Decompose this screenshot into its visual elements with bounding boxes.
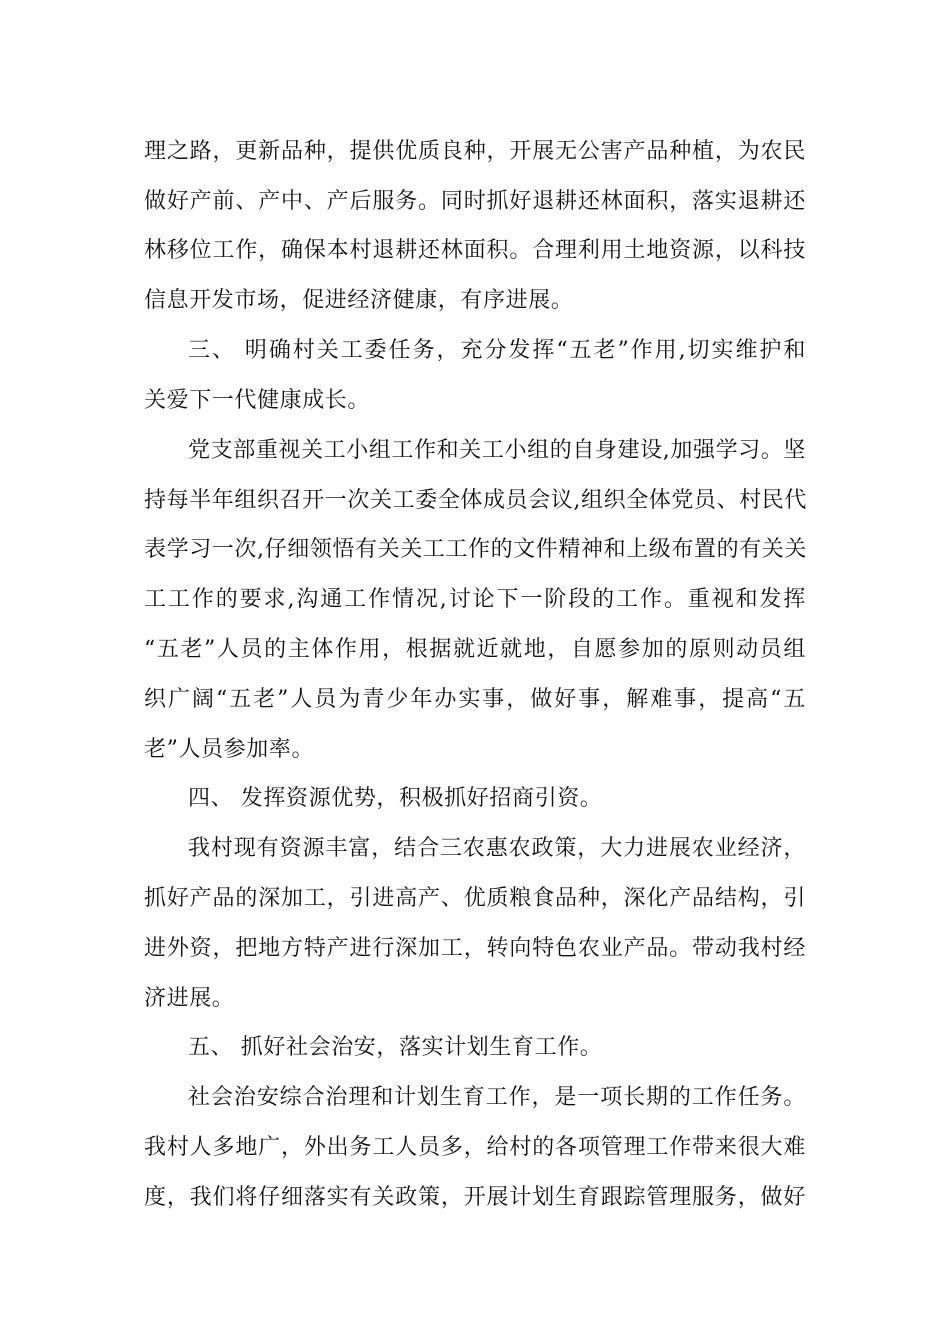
section-heading: 四、 发挥资源优势，积极抓好招商引资。 xyxy=(188,786,603,811)
text-line: 表学习一次,仔细领悟有关关工工作的文件精神和上级布置的有关关 xyxy=(144,537,807,562)
text-line: 进外资，把地方特产进行深加工，转向特色农业产品。带动我村经 xyxy=(144,936,806,961)
section-heading: 三、 明确村关工委任务，充分发挥“五老”作用,切实维护和 xyxy=(188,338,806,363)
text-line: 关爱下一代健康成长。 xyxy=(144,388,371,413)
text-line: 老”人员参加率。 xyxy=(144,737,315,762)
text-line: 度，我们将仔细落实有关政策，开展计划生育跟踪管理服务，做好 xyxy=(144,1185,806,1210)
text-line: 做好产前、产中、产后服务。同时抓好退耕还林面积，落实退耕还 xyxy=(144,189,806,214)
text-line: 社会治安综合治理和计划生育工作，是一项长期的工作任务。 xyxy=(188,1085,806,1110)
text-line: 林移位工作，确保本村退耕还林面积。合理利用土地资源，以科技 xyxy=(144,238,806,263)
text-line: 织广阔“五老”人员为青少年办实事，做好事，解难事，提高“五 xyxy=(144,687,806,712)
text-line: 持每半年组织召开一次关工委全体成员会议,组织全体党员、村民代 xyxy=(144,488,807,513)
text-line: 党支部重视关工小组工作和关工小组的自身建设,加强学习。坚 xyxy=(188,438,806,463)
text-line: 我村人多地广，外出务工人员多，给村的各项管理工作带来很大难 xyxy=(144,1135,806,1160)
text-line: “五老”人员的主体作用，根据就近就地，自愿参加的原则动员组 xyxy=(144,637,806,662)
text-line: 工工作的要求,沟通工作情况,讨论下一阶段的工作。重视和发挥 xyxy=(144,587,806,612)
text-line: 理之路，更新品种，提供优质良种，开展无公害产品种植，为农民 xyxy=(144,139,806,164)
text-line: 济进展。 xyxy=(144,986,235,1011)
text-line: 抓好产品的深加工，引进高产、优质粮食品种，深化产品结构，引 xyxy=(144,886,806,911)
section-heading: 五、 抓好社会治安，落实计划生育工作。 xyxy=(188,1035,603,1060)
text-line: 信息开发市场，促进经济健康，有序进展。 xyxy=(144,288,574,313)
text-line: 我村现有资源丰富，结合三农惠农政策，大力进展农业经济， xyxy=(188,836,806,861)
